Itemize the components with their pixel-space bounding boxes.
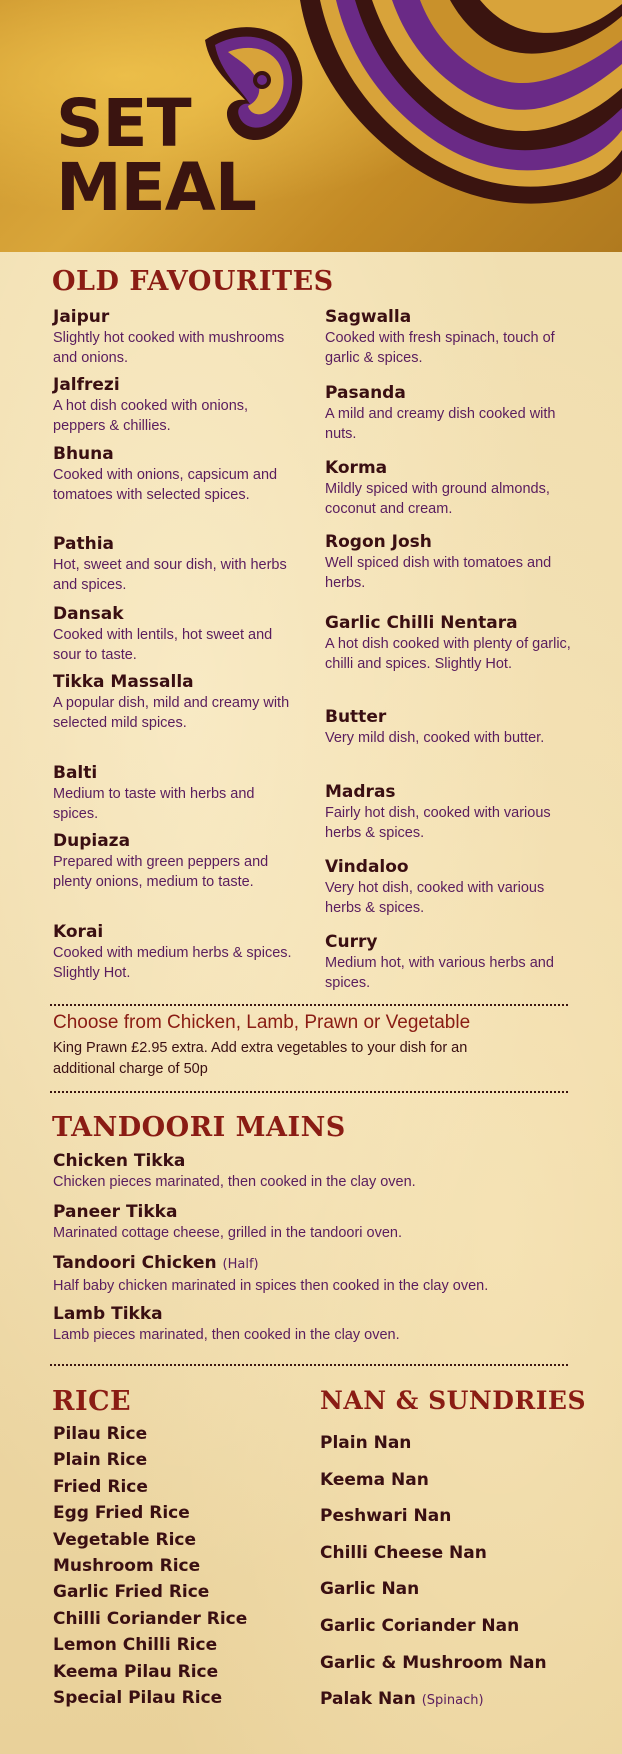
tandoori-description: Chicken pieces marinated, then cooked in the clay oven. [53,1174,416,1190]
dish-item [325,613,575,707]
tandoori-name-text: Tandoori Chicken [53,1253,217,1273]
dish-name: Vindaloo [325,857,409,877]
tandoori-name-text: Lamb Tikka [53,1304,163,1324]
tandoori-description: Lamb pieces marinated, then cooked in the clay oven. [53,1327,400,1343]
dish-description: Hot, sweet and sour dish, with herbs and spices. [53,557,287,593]
nan-item: Keema Nan [320,1469,429,1490]
rice-item: Keema Pilau Rice [53,1661,219,1682]
title-line-1: SET [56,85,191,162]
header-banner [0,0,622,252]
dish-item [325,707,575,782]
dish-description: A hot dish cooked with plenty of garlic, chilli and spices. Slightly Hot. [325,636,571,672]
dish-name: Jalfrezi [53,375,120,395]
dish-description: A popular dish, mild and creamy with selected mild spices. [53,695,290,731]
dish-item [325,458,575,532]
dish-description: A hot dish cooked with onions, peppers & chillies. [53,398,249,434]
dish-item [53,444,298,534]
dish-item [53,534,298,604]
dish-description: Well spiced dish with tomatoes and herbs. [325,555,552,591]
dish-name: Madras [325,782,396,802]
dish-description: Fairly hot dish, cooked with various herbs & spices. [325,805,551,841]
nan-item: Plain Nan [320,1433,412,1453]
page-title [56,85,256,226]
dish-name: Butter [325,707,387,727]
rice-item: Special Pilau Rice [53,1687,223,1708]
tandoori-name-text: Chicken Tikka [53,1151,186,1171]
nan-item-note: (Spinach) [421,1693,484,1709]
tandoori-list [53,1150,593,1354]
nan-item: Garlic & Mushroom Nan [320,1652,547,1673]
dish-description: A mild and creamy dish cooked with nuts. [325,406,556,442]
tandoori-size-note: (Half) [222,1257,259,1272]
title-line-2: MEAL [56,149,256,226]
dish-name: Dansak [53,604,124,624]
dish-item [53,604,298,672]
dotted-divider [50,1004,568,1006]
dish-description: Prepared with green peppers and plenty onions, medium to taste. [53,854,269,890]
tandoori-item [53,1303,593,1354]
nan-item: Chilli Cheese Nan [320,1542,487,1563]
dish-item [325,532,575,613]
tandoori-name [53,1303,593,1325]
tandoori-name [53,1252,593,1276]
dish-name: Pasanda [325,383,406,403]
rice-item: Mushroom Rice [53,1555,201,1576]
nan-item: Garlic Nan [320,1579,420,1600]
dish-name: Tikka Massalla [53,672,194,692]
dish-item [53,763,298,831]
rice-item: Chilli Coriander Rice [53,1608,248,1629]
dotted-divider [50,1091,568,1093]
tandoori-name [53,1150,593,1172]
dish-name: Balti [53,763,98,783]
tandoori-item [53,1201,593,1252]
dish-name: Korma [325,458,388,478]
tandoori-description: Marinated cottage cheese, grilled in the tandoori oven. [53,1225,403,1241]
dish-item [53,672,298,763]
dish-description: Cooked with onions, capsicum and tomatoes with selected spices. [53,467,278,503]
old-favourites-left-column [53,307,298,990]
dish-description: Cooked with medium herbs & spices. Slightly Hot. [53,945,292,981]
tandoori-description: Half baby chicken marinated in spices then cooked in the clay oven. [53,1278,489,1294]
dish-name: Rogon Josh [325,532,432,552]
dish-item [53,307,298,375]
rice-item: Pilau Rice [53,1424,148,1444]
dish-item [325,857,575,932]
nan-item: Peshwari Nan [320,1506,452,1527]
dish-item [53,831,298,922]
nan-item [320,1681,610,1718]
dish-description: Mildly spiced with ground almonds, coconut and cream. [325,481,550,517]
dish-name: Sagwalla [325,307,412,327]
dish-description: Cooked with fresh spinach, touch of garlic & spices. [325,330,555,366]
dish-description: Medium hot, with various herbs and spices. [325,955,554,991]
dotted-divider [50,1364,568,1366]
dish-item [325,932,575,1002]
old-favourites-right-column [325,307,575,1002]
rice-list [53,1421,293,1711]
dish-name: Bhuna [53,444,114,464]
dish-name: Dupiaza [53,831,131,851]
dish-name: Curry [325,932,378,952]
dish-item [53,922,298,990]
rice-item: Plain Rice [53,1450,148,1471]
rice-item: Vegetable Rice [53,1529,197,1550]
dish-item [53,375,298,444]
nan-list [320,1425,610,1718]
dish-description: Slightly hot cooked with mushrooms and onions. [53,330,285,366]
section-heading-old-favourites: OLD FAVOURITES [52,266,334,297]
dish-name: Garlic Chilli Nentara [325,613,518,633]
section-heading-nan-sundries: NAN & SUNDRIES [320,1386,587,1415]
tandoori-name-text: Paneer Tikka [53,1202,178,1222]
dish-name: Jaipur [53,307,110,327]
protein-choice-note: King Prawn £2.95 extra. Add extra vegetables to your dish for an additional charge of 50p [53,1040,468,1077]
section-heading-tandoori-mains: TANDOORI MAINS [52,1112,346,1143]
rice-item: Garlic Fried Rice [53,1582,210,1603]
dish-item [325,383,575,458]
dish-name: Pathia [53,534,115,554]
dish-item [325,782,575,857]
dish-description: Very mild dish, cooked with butter. [325,730,545,746]
nan-item-text: Palak Nan [320,1689,416,1710]
dish-description: Cooked with lentils, hot sweet and sour to taste. [53,627,273,663]
rice-item: Lemon Chilli Rice [53,1635,218,1656]
dish-name: Korai [53,922,104,942]
nan-item: Garlic Coriander Nan [320,1615,520,1636]
tandoori-item [53,1150,593,1201]
dish-description: Medium to taste with herbs and spices. [53,786,255,822]
tandoori-name [53,1201,593,1223]
protein-choice-heading: Choose from Chicken, Lamb, Prawn or Vegetable [53,1012,471,1033]
section-heading-rice: RICE [52,1386,132,1417]
rice-item: Fried Rice [53,1476,148,1497]
dish-description: Very hot dish, cooked with various herbs & spices. [325,880,545,916]
rice-item: Egg Fried Rice [53,1503,190,1524]
dish-item [325,307,575,383]
tandoori-item [53,1252,593,1303]
